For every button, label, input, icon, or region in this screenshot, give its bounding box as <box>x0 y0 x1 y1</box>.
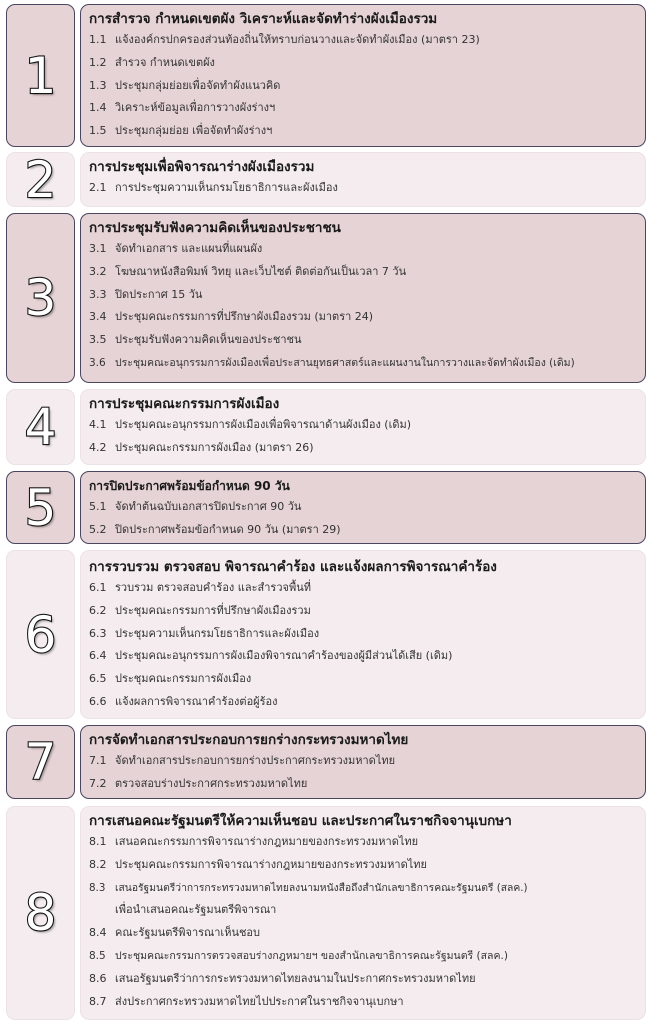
step-content <box>80 806 646 1020</box>
step-item: 8.5 ประชุมคณะกรรมการตรวจสอบร่างกฎหมายฯ ของสำนักเลขาธิการคณะรัฐมนตรี (สลค.) <box>89 949 508 962</box>
step-item: 8.6 เสนอรัฐมนตรีว่าการกระทรวงมหาดไทยลงนามในประกาศกระทรวงมหาดไทย <box>89 971 476 985</box>
step-item: 6.2 ประชุมคณะกรรมการที่ปรึกษาผังเมืองรวม <box>89 603 311 617</box>
step-number: 3 <box>24 269 57 327</box>
step-item: 1.5 ประชุมกลุ่มย่อย เพื่อจัดทำผังร่างฯ <box>89 124 273 138</box>
step-number-box <box>6 4 75 147</box>
step-title: การสำรวจ กำหนดเขตผัง วิเคราะห์และจัดทำร่างผังเมืองรวม <box>89 11 438 27</box>
step-item: 7.2 ตรวจสอบร่างประกาศกระทรวงมหาดไทย <box>89 776 308 790</box>
step-title: การเสนอคณะรัฐมนตรีให้ความเห็นชอบ และประกาศในราชกิจจานุเบกษา <box>89 813 512 829</box>
step-content <box>80 471 646 544</box>
step-content <box>80 4 646 147</box>
step-5 <box>0 471 652 544</box>
step-number-box <box>6 550 75 719</box>
step-item: 3.6 ประชุมคณะอนุกรรมการผังเมืองเพื่อประสานยุทธศาสตร์และแผนงานในการวางและจัดทำผังเมือง (เดิม) <box>89 356 575 369</box>
step-number: 4 <box>24 398 57 456</box>
step-item: 6.5 ประชุมคณะกรรมการผังเมือง <box>89 672 252 686</box>
step-2 <box>0 152 652 207</box>
step-item: 1.3 ประชุมกลุ่มย่อยเพื่อจัดทำผังแนวคิด <box>89 78 281 92</box>
step-title: การรวบรวม ตรวจสอบ พิจารณาคำร้อง และแจ้งผลการพิจารณาคำร้อง <box>89 559 497 575</box>
step-title: การประชุมรับฟังความคิดเห็นของประชาชน <box>89 220 341 236</box>
step-7 <box>0 725 652 799</box>
step-number-box <box>6 471 75 544</box>
step-item: 2.1 การประชุมความเห็นกรมโยธาธิการและผังเมือง <box>89 181 338 194</box>
step-number-box <box>6 152 75 207</box>
step-title: การประชุมเพื่อพิจารณาร่างผังเมืองรวม <box>89 159 315 175</box>
step-1 <box>0 4 652 147</box>
step-item: 8.7 ส่งประกาศกระทรวงมหาดไทยไปประกาศในราชกิจจานุเบกษา <box>89 994 404 1008</box>
step-item: 8.1 เสนอคณะกรรมการพิจารณาร่างกฎหมายของกระทรวงมหาดไทย <box>89 835 419 848</box>
step-number: 7 <box>24 733 57 791</box>
step-item: 5.2 ปิดประกาศพร้อมข้อกำหนด 90 วัน (มาตรา 29) <box>89 522 341 536</box>
step-3 <box>0 213 652 383</box>
step-8 <box>0 806 652 1020</box>
step-item-continuation: เพื่อนำเสนอคณะรัฐมนตรีพิจารณา <box>115 903 277 917</box>
step-item: 6.6 แจ้งผลการพิจารณาคำร้องต่อผู้ร้อง <box>89 694 278 708</box>
step-item: 8.2 ประชุมคณะกรรมการพิจารณาร่างกฎหมายของกระทรวงมหาดไทย <box>89 857 427 871</box>
step-content <box>80 389 646 465</box>
step-content <box>80 213 646 383</box>
step-number: 8 <box>24 884 57 942</box>
step-item: 7.1 จัดทำเอกสารประกอบการยกร่างประกาศกระทรวงมหาดไทย <box>89 754 396 767</box>
step-item: 4.2 ประชุมคณะกรรมการผังเมือง (มาตรา 26) <box>89 440 314 454</box>
step-item: 8.4 คณะรัฐมนตรีพิจารณาเห็นชอบ <box>89 926 261 940</box>
step-number-box <box>6 725 75 799</box>
step-content <box>80 152 646 207</box>
step-item: 1.4 วิเคราะห์ข้อมูลเพื่อการวางผังร่างฯ <box>89 101 276 115</box>
step-number: 5 <box>24 478 57 537</box>
step-item: 6.1 รวบรวม ตรวจสอบคำร้อง และสำรวจพื้นที่ <box>89 581 311 594</box>
step-item: 6.3 ประชุมความเห็นกรมโยธาธิการและผังเมือง <box>89 626 320 640</box>
step-item: 3.5 ประชุมรับฟังความคิดเห็นของประชาชน <box>89 333 302 347</box>
step-number: 6 <box>24 605 57 664</box>
step-item: 8.3 เสนอรัฐมนตรีว่าการกระทรวงมหาดไทยลงนามหนังสือถึงสำนักเลขาธิการคณะรัฐมนตรี (สลค.) <box>89 881 528 894</box>
step-item: 1.2 สำรวจ กำหนดเขตผัง <box>89 55 215 69</box>
step-number-box <box>6 213 75 383</box>
step-number: 2 <box>24 150 57 209</box>
step-item: 6.4 ประชุมคณะอนุกรรมการผังเมืองพิจารณาคำร้องของผู้มีส่วนได้เสีย (เดิม) <box>89 649 453 663</box>
step-6 <box>0 550 652 719</box>
step-title: การปิดประกาศพร้อมข้อกำหนด 90 วัน <box>89 479 290 493</box>
step-number: 1 <box>24 46 57 105</box>
step-item: 1.1 แจ้งองค์กรปกครองส่วนท้องถิ่นให้ทราบก่อนวางและจัดทำผังเมือง (มาตรา 23) <box>89 33 480 46</box>
step-item: 3.3 ปิดประกาศ 15 วัน <box>89 287 203 301</box>
step-item: 3.1 จัดทำเอกสาร และแผนที่แผนผัง <box>89 242 263 255</box>
step-number-box <box>6 806 75 1020</box>
step-content <box>80 550 646 719</box>
step-4 <box>0 389 652 465</box>
step-title: การประชุมคณะกรรมการผังเมือง <box>89 396 280 412</box>
step-item: 5.1 จัดทำต้นฉบับเอกสารปิดประกาศ 90 วัน <box>89 500 302 513</box>
step-item: 3.2 โฆษณาหนังสือพิมพ์ วิทยุ และเว็บไซต์ ติดต่อกันเป็นเวลา 7 วัน <box>89 264 407 278</box>
step-number-box <box>6 389 75 465</box>
step-item: 4.1 ประชุมคณะอนุกรรมการผังเมืองเพื่อพิจารณาด้านผังเมือง (เดิม) <box>89 418 412 431</box>
step-content <box>80 725 646 799</box>
step-item: 3.4 ประชุมคณะกรรมการที่ปรึกษาผังเมืองรวม (มาตรา 24) <box>89 310 374 324</box>
step-title: การจัดทำเอกสารประกอบการยกร่างกระทรวงมหาดไทย <box>89 732 409 748</box>
